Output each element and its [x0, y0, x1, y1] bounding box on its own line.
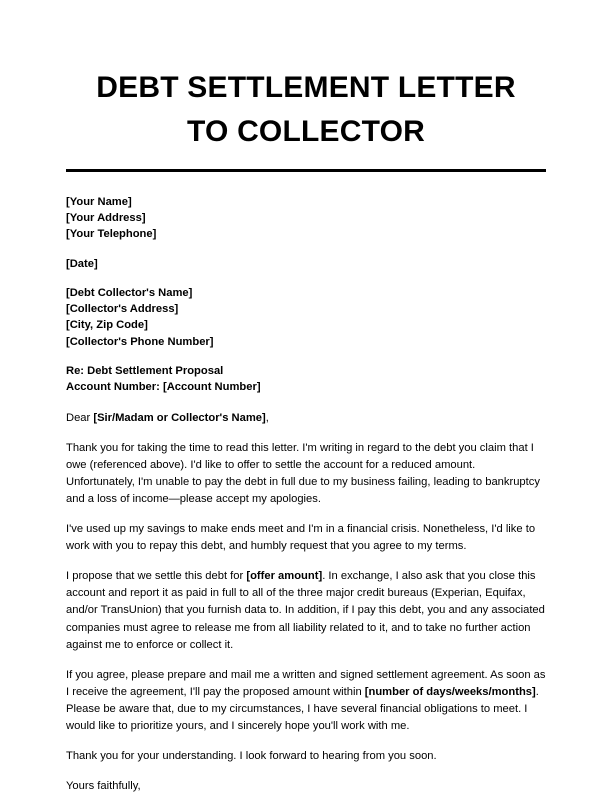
sender-name: [Your Name]: [66, 196, 132, 208]
subject-account-line: Account Number: [Account Number]: [66, 381, 261, 394]
recipient-name: [Debt Collector's Name]: [66, 286, 193, 299]
paragraph-text: I've used up my savings to make ends meet and I'm in a financial crisis. Nonetheless, I'd like to work with you to repay this debt, and humbly request that you agree to my terms.: [66, 523, 536, 553]
document-title-block: [66, 66, 546, 153]
paragraph-text: Thank you for taking the time to read this letter. I'm writing in regard to the debt you claim that I owe (referenced above). I'd like to offer to settle the account for a reduced amount. Unfortunately, I'm unable to pay the debt in full due to my business failing, leading to bankruptcy and a loss of income—please accept my apologies.: [66, 442, 540, 506]
spacer-after-date: [66, 272, 546, 285]
letter-body: [66, 194, 546, 795]
letter-paragraph: [66, 667, 546, 735]
subject-block: [66, 363, 546, 395]
letter-paragraphs: [66, 440, 546, 764]
paragraph-text: I propose that we settle this debt for: [66, 570, 247, 583]
recipient-city-zip: [City, Zip Code]: [66, 319, 148, 332]
recipient-address: [Collector's Address]: [66, 303, 179, 316]
letter-paragraph: [66, 440, 546, 508]
letter-paragraph: [66, 748, 546, 765]
salutation-line: [66, 410, 546, 427]
spacer-after-subject: [66, 395, 546, 410]
date-block: [66, 256, 546, 272]
salutation-placeholder: [Sir/Madam or Collector's Name]: [93, 412, 266, 425]
salutation-prefix: Dear: [66, 412, 94, 425]
sender-address: [Your Address]: [66, 212, 146, 225]
salutation-suffix: ,: [265, 412, 269, 425]
spacer-after-sender: [66, 243, 546, 256]
page-title-line-1: DEBT SETTLEMENT LETTER: [96, 71, 516, 104]
title-divider: [66, 169, 546, 172]
recipient-phone: [Collector's Phone Number]: [66, 335, 214, 348]
sender-block: [66, 194, 546, 243]
spacer-after-recipient: [66, 350, 546, 363]
recipient-block: [66, 285, 546, 350]
paragraph-placeholder: [number of days/weeks/months]: [364, 685, 536, 698]
paragraph-text: . In exchange, I also ask that you close this account and report it as paid in full to all of the three major credit bureaus (Experian, Equifax, and/or TransUnion) that you furnish data to. In addition, if I pay this debt, you and any associated companies must agree to release me from all liability related to it, and to take no further action against me to enforce or collect it.: [66, 570, 545, 651]
subject-re-line: Re: Debt Settlement Proposal: [66, 364, 224, 377]
paragraph-text: If you agree, please prepare and mail me a written and signed settlement agreement. As soon as I receive the agreement, I'll pay the proposed amount within: [66, 668, 546, 698]
letter-paragraph: [66, 568, 546, 653]
closing-line: Yours faithfully,: [66, 779, 141, 792]
letter-date: [Date]: [66, 257, 98, 270]
letter-paragraph: [66, 521, 546, 555]
page-title-line-2: TO COLLECTOR: [187, 114, 425, 148]
sender-telephone: [Your Telephone]: [66, 228, 157, 241]
paragraph-text: . Please be aware that, due to my circumstances, I have several financial obligations to meet. I would like to prioritize yours, and I sincerely hope you'll work with me.: [66, 685, 539, 732]
paragraph-placeholder: [offer amount]: [246, 570, 323, 583]
paragraph-text: Thank you for your understanding. I look forward to hearing from you soon.: [66, 749, 437, 762]
